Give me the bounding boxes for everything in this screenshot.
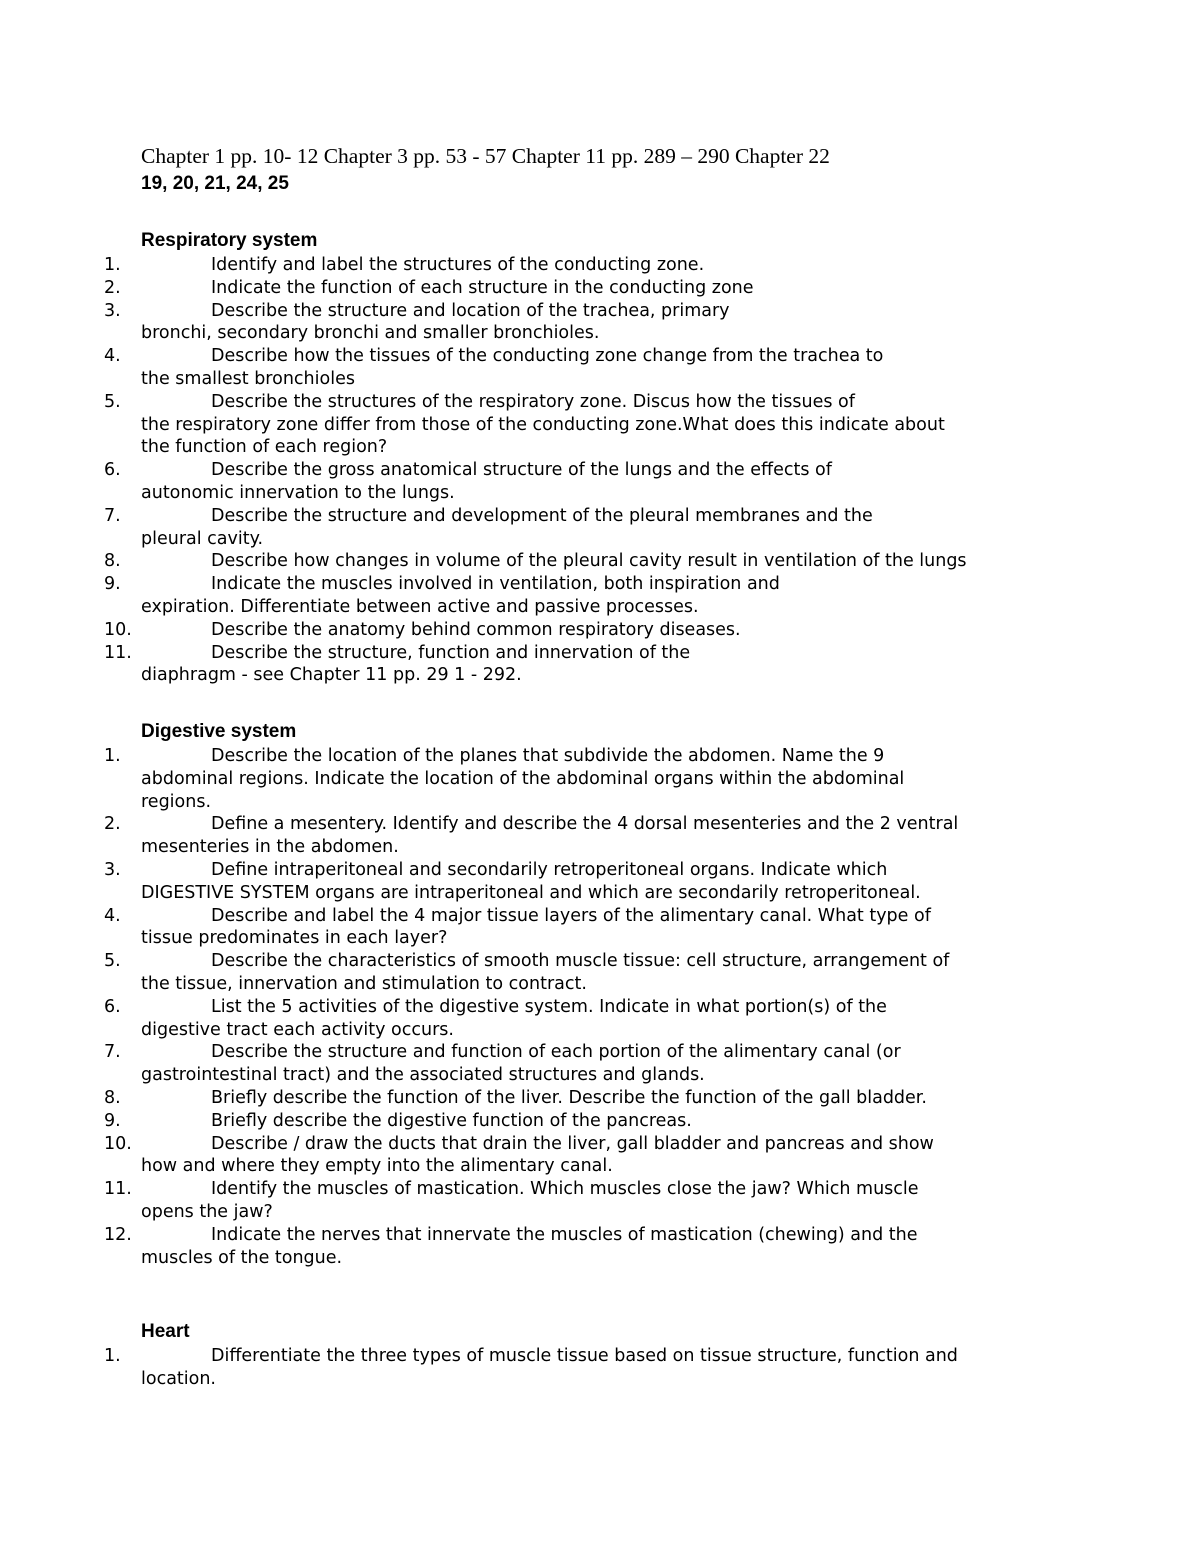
heart-heading: Heart	[141, 1321, 190, 1342]
list-item-text: Describe the location of the planes that subdivide the abdomen. Name the 9	[211, 746, 885, 766]
list-item-number: 5.	[104, 391, 121, 412]
list-item-text: Describe the structures of the respiratory zone. Discus how the tissues of	[211, 391, 855, 412]
list-item-text: Identify the muscles of mastication. Which muscles close the jaw? Which muscle	[211, 1179, 919, 1200]
list-item-text: opens the jaw?	[141, 1202, 273, 1222]
list-item-number: 6.	[104, 460, 121, 481]
list-item-text: pleural cavity.	[141, 528, 264, 549]
list-item-text: Describe the anatomy behind common respiratory diseases.	[211, 619, 741, 640]
list-item-number: 10.	[104, 619, 132, 640]
list-item-text: mesenteries in the abdomen.	[141, 837, 399, 858]
list-item-text: Identify and label the structures of the conducting zone.	[211, 255, 705, 275]
list-item-text: DIGESTIVE SYSTEM organs are intraperitoneal and which are secondarily retroperitoneal.	[141, 882, 921, 903]
list-item-text: Describe how changes in volume of the pleural cavity result in ventilation of the lungs	[211, 551, 967, 572]
list-item-text: tissue predominates in each layer?	[141, 928, 448, 949]
list-item-number: 1.	[104, 746, 121, 766]
list-item-number: 2.	[104, 277, 121, 298]
list-item-text: expiration. Differentiate between active and passive processes.	[141, 597, 699, 617]
list-item-number: 1.	[104, 1346, 121, 1366]
list-item-text: location.	[141, 1368, 216, 1389]
list-item-text: the function of each region?	[141, 437, 388, 458]
list-item-text: Describe the characteristics of smooth muscle tissue: cell structure, arrangement of	[211, 951, 950, 972]
list-item-text: autonomic innervation to the lungs.	[141, 483, 455, 503]
list-item-text: gastrointestinal tract) and the associated structures and glands.	[141, 1065, 705, 1086]
list-item-number: 4.	[104, 346, 121, 367]
respiratory-system-heading: Respiratory system	[141, 230, 318, 251]
digestive-system-heading: Digestive system	[141, 721, 297, 742]
list-item-number: 12.	[104, 1224, 132, 1245]
list-item-text: Indicate the muscles involved in ventilation, both inspiration and	[211, 574, 780, 595]
list-item-number: 6.	[104, 996, 121, 1017]
list-item-text: the respiratory zone differ from those of the conducting zone.What does this indicate about	[141, 414, 945, 435]
list-item-text: diaphragm - see Chapter 11 pp. 29 1 - 292.	[141, 665, 522, 686]
list-item-number: 7.	[104, 1042, 121, 1063]
list-item-number: 9.	[104, 574, 121, 595]
list-item-text: Describe how the tissues of the conducting zone change from the trachea to	[211, 346, 884, 367]
list-item-text: Define a mesentery. Identify and describe the 4 dorsal mesenteries and the 2 ventral	[211, 814, 959, 835]
list-item-text: Indicate the nerves that innervate the muscles of mastication (chewing) and the	[211, 1224, 918, 1245]
list-item-text: Differentiate the three types of muscle tissue based on tissue structure, function and	[211, 1346, 958, 1366]
list-item-number: 3.	[104, 300, 121, 321]
list-item-number: 11.	[104, 642, 132, 663]
list-item-text: Describe the structure and location of the trachea, primary	[211, 300, 730, 321]
list-item-text: Briefly describe the digestive function of the pancreas.	[211, 1110, 692, 1131]
list-item-text: the tissue, innervation and stimulation to contract.	[141, 974, 587, 994]
list-item-number: 4.	[104, 905, 121, 926]
list-item-number: 1.	[104, 255, 121, 275]
list-item-text: Describe the structure and function of each portion of the alimentary canal (or	[211, 1042, 901, 1063]
list-item-number: 3.	[104, 860, 121, 880]
list-item-number: 8.	[104, 1088, 121, 1108]
list-item-number: 10.	[104, 1133, 132, 1154]
list-item-number: 11.	[104, 1179, 132, 1200]
list-item-number: 8.	[104, 551, 121, 572]
list-item-number: 9.	[104, 1110, 121, 1131]
list-item-text: Briefly describe the function of the liver. Describe the function of the gall bladder.	[211, 1088, 927, 1108]
list-item-number: 5.	[104, 951, 121, 972]
list-item-text: regions.	[141, 791, 212, 812]
list-item-text: abdominal regions. Indicate the location of the abdominal organs within the abdominal	[141, 768, 905, 789]
list-item-text: Describe the gross anatomical structure of the lungs and the effects of	[211, 460, 832, 481]
list-item-text: bronchi, secondary bronchi and smaller bronchioles.	[141, 323, 600, 344]
list-item-text: Define intraperitoneal and secondarily retroperitoneal organs. Indicate which	[211, 860, 888, 880]
list-item-text: how and where they empty into the alimentary canal.	[141, 1156, 613, 1177]
list-item-text: Indicate the function of each structure in the conducting zone	[211, 277, 754, 298]
chapter-reference-bold: 19, 20, 21, 24, 25	[141, 173, 289, 194]
chapter-reference-line: Chapter 1 pp. 10- 12 Chapter 3 pp. 53 - 57 Chapter 11 pp. 289 – 290 Chapter 22	[141, 144, 830, 168]
list-item-text: Describe the structure and development of the pleural membranes and the	[211, 505, 873, 526]
list-item-text: muscles of the tongue.	[141, 1247, 343, 1268]
list-item-text: Describe the structure, function and innervation of the	[211, 642, 691, 663]
list-item-number: 2.	[104, 814, 121, 835]
list-item-text: Describe / draw the ducts that drain the liver, gall bladder and pancreas and show	[211, 1133, 934, 1154]
list-item-text: List the 5 activities of the digestive system. Indicate in what portion(s) of the	[211, 996, 887, 1017]
list-item-text: the smallest bronchioles	[141, 369, 355, 389]
list-item-text: digestive tract each activity occurs.	[141, 1019, 454, 1040]
list-item-text: Describe and label the 4 major tissue layers of the alimentary canal. What type of	[211, 905, 931, 926]
list-item-number: 7.	[104, 505, 121, 526]
